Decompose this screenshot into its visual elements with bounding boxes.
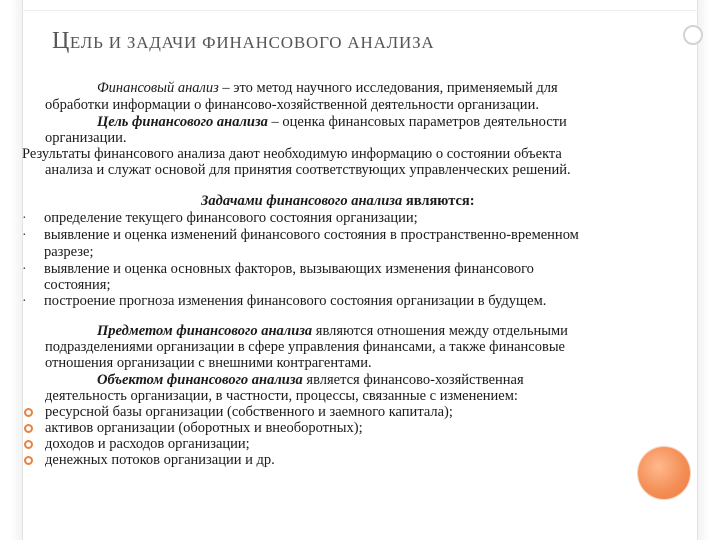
task-item: выявление и оценка основных факторов, вызывающих изменения финансового xyxy=(44,261,534,277)
intro-line-3 xyxy=(97,114,567,131)
subject-line-2: подразделениями организации в сфере управления финансами, а также финансовые xyxy=(45,339,565,355)
task-item: выявление и оценка изменений финансового состояния в пространственно-временном xyxy=(44,227,579,243)
ring-bullet-icon xyxy=(24,424,33,433)
intro-line-5: Результаты финансового анализа дают необходимую информацию о состоянии объекта xyxy=(22,146,562,162)
tasks-heading-text: являются: xyxy=(402,193,475,209)
ring-bullet-icon xyxy=(24,456,33,465)
task-item: определение текущего финансового состояния организации; xyxy=(44,210,418,226)
bullet-dot: · xyxy=(22,262,27,277)
object-line-2: деятельность организации, в частности, процессы, связанные с изменением: xyxy=(45,388,518,404)
slide-title xyxy=(52,28,434,55)
term-goal: Цель финансового анализа xyxy=(97,114,268,130)
intro-line-1-text: – это метод научного исследования, применяемый для xyxy=(218,80,558,96)
object-list-item: доходов и расходов организации; xyxy=(45,436,250,452)
intro-line-1 xyxy=(97,80,558,97)
term-tasks: Задачами финансового анализа xyxy=(201,193,403,209)
intro-line-6: анализа и служат основой для принятия соответствующих управленческих решений. xyxy=(45,162,571,178)
object-list-item: ресурсной базы организации (собственного и заемного капитала); xyxy=(45,404,453,420)
subject-line-3: отношения организации с внешними контрагентами. xyxy=(45,355,372,371)
right-frame-border xyxy=(697,0,710,540)
task-item: построение прогноза изменения финансового состояния организации в будущем. xyxy=(44,293,547,309)
title-first-letter: Ц xyxy=(52,28,70,54)
object-list-item: денежных потоков организации и др. xyxy=(45,452,275,468)
ring-bullet-icon xyxy=(24,440,33,449)
tasks-heading xyxy=(201,193,475,210)
intro-line-2: обработки информации о финансово-хозяйственной деятельности организации. xyxy=(45,97,539,113)
task-item-continuation: разрезе; xyxy=(44,244,94,260)
object-line-1 xyxy=(97,372,524,389)
bullet-dot: · xyxy=(22,228,27,243)
object-line-1-text: является финансово-хозяйственная xyxy=(302,372,524,388)
subject-line-1-text: являются отношения между отдельными xyxy=(312,323,568,339)
task-item-continuation: состояния; xyxy=(44,277,111,293)
object-list-item: активов организации (оборотных и внеоборотных); xyxy=(45,420,363,436)
decorative-circle-top xyxy=(683,25,703,45)
bullet-dot: · xyxy=(22,211,27,226)
top-frame-border xyxy=(22,10,698,11)
term-financial-analysis: Финансовый анализ xyxy=(97,80,219,96)
subject-line-1 xyxy=(97,323,568,340)
term-subject: Предметом финансового анализа xyxy=(97,323,313,339)
term-object: Объектом финансового анализа xyxy=(97,372,303,388)
ring-bullet-icon xyxy=(24,408,33,417)
title-rest: ЕЛЬ И ЗАДАЧИ ФИНАНСОВОГО АНАЛИЗА xyxy=(69,33,435,52)
intro-line-3-text: – оценка финансовых параметров деятельности xyxy=(267,114,567,130)
bullet-dot: · xyxy=(22,294,27,309)
decorative-circle-bottom xyxy=(638,447,690,499)
intro-line-4: организации. xyxy=(45,130,127,146)
